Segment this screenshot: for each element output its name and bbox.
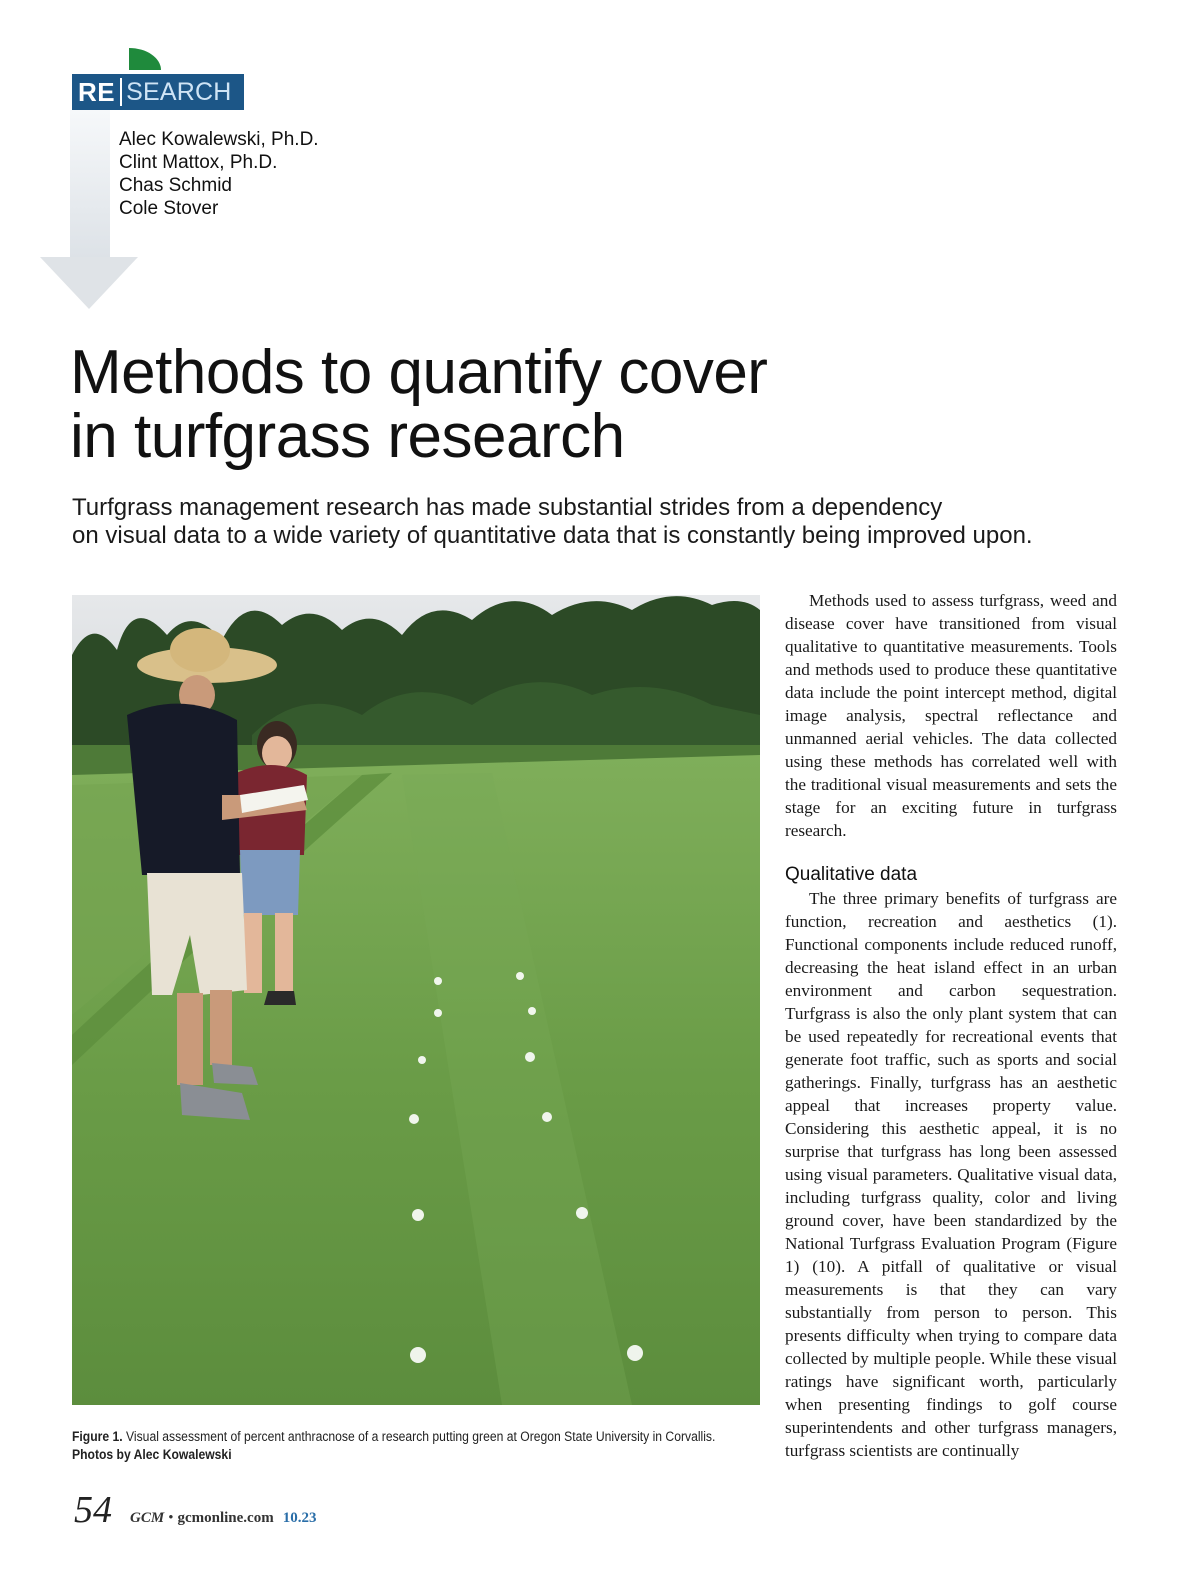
section-logo [72, 74, 244, 110]
author-name: Clint Mattox, Ph.D. [119, 152, 278, 173]
body-paragraph: The three primary benefits of turfgrass are function, recreation and aesthetics (1). Functional components include reduced runoff, decreasing the heat island effect in an urban environment and carbon sequestration. Turfgrass is also the only plant system that can be used repeatedly for recreational events that generate foot traffic, such as sports and social gatherings. Finally, turfgrass has an aesthetic appeal that increases property value. Considering this aesthetic appeal, it is no surprise that turfgrass has long been assessed using visual parameters. Qualitative visual data, including turfgrass quality, color and living ground cover, have been standardized by the National Turfgrass Evaluation Program (Figure 1) (10). A pitfall of qualitative or visual measurements is that they can vary substantially from person to person. This presents difficulty when trying to compare data collected by multiple people. While these visual ratings have significant worth, particularly when presenting findings to golf course superintendents and other turfgrass managers, turfgrass scientists are continually [785, 889, 1117, 1460]
arrow-shaft [70, 110, 110, 258]
author-name: Cole Stover [119, 198, 219, 219]
footer-separator: • [168, 1510, 174, 1526]
article-title [70, 338, 1070, 471]
section-logo-bold: RE [78, 77, 116, 107]
section-heading: Qualitative data [785, 864, 918, 885]
article-title-line: Methods to quantify cover [70, 338, 768, 407]
article-deck-line: on visual data to a wide variety of quantitative data that is constantly being improved upon. [72, 522, 1033, 549]
article-deck [72, 494, 1152, 550]
article-deck-line: Turfgrass management research has made substantial strides from a dependency [72, 494, 943, 521]
publication-website: gcmonline.com [177, 1510, 274, 1526]
down-arrow-icon [40, 257, 138, 309]
figure-caption-text: Visual assessment of percent anthracnose of a research putting green at Oregon State University in Corvallis. [126, 1429, 716, 1444]
body-intro-paragraph: Methods used to assess turfgrass, weed and disease cover have transitioned from visual qualitative to quantitative measurements. Tools and methods used to produce these quantitative data include the point intercept method, digital image analysis, spectral reflectance and unmanned aerial vehicles. The data collected using these methods has correlated well with the traditional visual measurements and sets the stage for an exciting future in turfgrass research. [785, 591, 1117, 840]
author-list [119, 128, 319, 220]
figure-caption [72, 1428, 756, 1464]
page-number: 54 [74, 1489, 112, 1531]
author-name: Alec Kowalewski, Ph.D. [119, 129, 319, 150]
issue-date: 10.23 [282, 1510, 317, 1526]
logo-leaf-icon [129, 48, 161, 70]
article-body [785, 589, 1117, 1462]
author-name: Chas Schmid [119, 175, 232, 196]
figure-photo [72, 595, 760, 1405]
section-logo-light: SEARCH [126, 78, 232, 106]
publication-name: GCM [130, 1510, 165, 1526]
article-title-line: in turfgrass research [70, 402, 625, 471]
figure-credit: Photos by Alec Kowalewski [72, 1447, 232, 1462]
page-footer [74, 1488, 316, 1532]
figure-label: Figure 1. [72, 1429, 123, 1444]
